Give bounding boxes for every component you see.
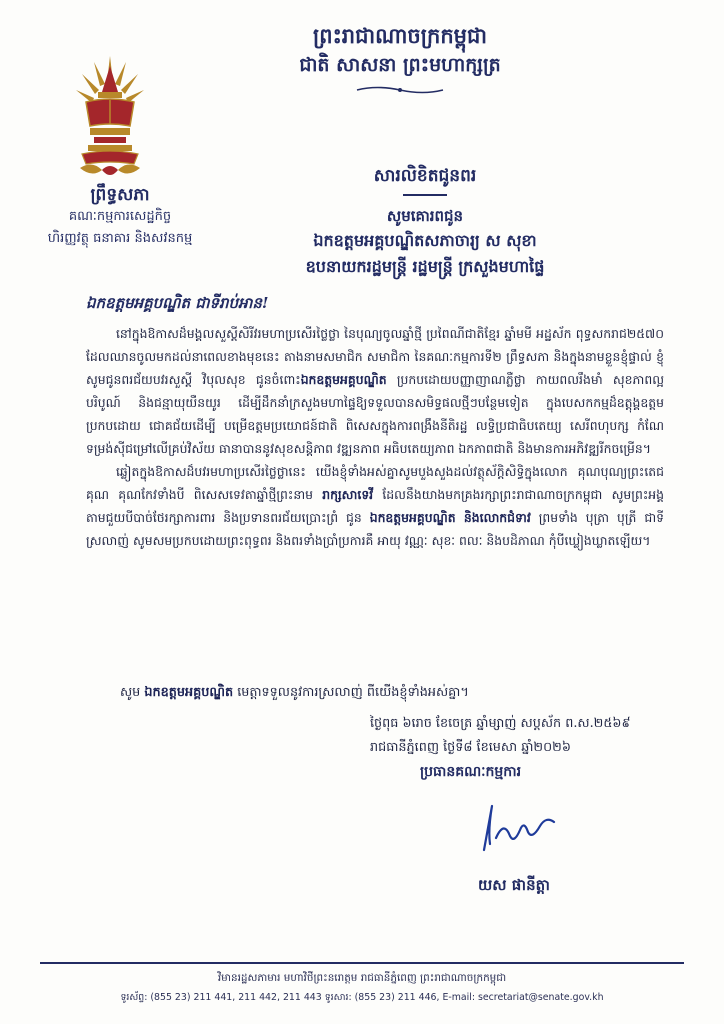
- recipient-position: ឧបនាយករដ្ឋមន្ត្រី រដ្ឋមន្ត្រី ក្រសួងមហាផ្ទៃ: [305, 257, 545, 276]
- paragraph-2-text-a: ឆ្លៀតក្នុងឱកាសដ៏បវរមហាប្រសើរថ្លៃថ្លានេះ យើងខ្ញុំទាំងអស់គ្នាសូមបួងសួងដល់វត្ថុស័ក្តិសិទ្ធិក្នុងលោក គុណបុណ្យព្រះតេជគុណ គុណកែវទាំងបី ពិសេសទេវតាឆ្នាំថ្មីព្រះនាម: [86, 464, 664, 502]
- paragraph-1-text-b: ប្រកបដោយបញ្ញាញាណភ្លឺថ្លា កាយពលរឹងមាំ សុខភាពល្អបរិបូណ៍ និងជន្មាយុយឺនយូរ ដើម្បីដឹកនាំក្រសួងមហាផ្ទៃឱ្យទទួលបានសមិទ្ធផលថ្មីៗបន្ថែមទៀត ក្នុងបេសកកម្មដ៏ឧត្តុង្គឧត្តមប្រកបដោយ ជោគជ័យដើម្បី បម្រើឧត្តមប្រយោជន៍ជាតិ ពិសេសក្នុងការពង្រឹងនីតិរដ្ឋ លទ្ធិប្រជាធិបតេយ្យ សេរីពហុបក្ស កំណែទម្រង់ស៊ីជម្រៅលើគ្រប់វិស័យ ធានាបាននូវសុខសន្តិភាព វឌ្ឍនភាព អធិបតេយ្យភាព ឯកភាពជាតិ និងមានការអភិវឌ្ឍរីកចម្រើន។: [86, 372, 664, 456]
- letter-body: [86, 322, 664, 552]
- closing-honorific: ឯកឧត្តមអគ្គបណ្ឌិត: [144, 685, 234, 700]
- signer-title: ប្រធានគណៈកម្មការ: [420, 764, 522, 780]
- committee-portfolio: ហិរញ្ញវត្ថុ ធនាគារ និងសវនកម្ម: [47, 231, 193, 246]
- signer-name: យស ផានីត្តា: [478, 876, 550, 894]
- new-year-deity-name: រាក្សសាទេវី: [322, 487, 374, 502]
- committee-name: គណៈកម្មការសេដ្ឋកិច្ច: [68, 209, 172, 224]
- paragraph-2-text-b: ដែលនឹងយាងមកគ្រងរក្សាព្រះរាជាណាចក្រកម្ពុជា សូមព្រះអង្គតាមជួយបីបាច់ថែរក្សាការពារ និងប្រទានពរជ័យប្រោះព្រំ ជូន: [86, 487, 664, 525]
- lunar-date: ថ្ងៃពុធ ៦រោច ខែចេត្រ ឆ្នាំម្សាញ់ សប្តស័ក ព.ស.២៥៦៩: [370, 716, 631, 731]
- body-paragraph-2: [86, 460, 664, 552]
- institution-block: [40, 184, 200, 250]
- letter-title: សារលិខិតជូនពរ: [373, 166, 477, 186]
- closing-line: [120, 684, 680, 703]
- title-underline: [403, 194, 447, 196]
- paragraph-1-text-a: នៅក្នុងឱកាសដ៏មង្គលសួស្តីសិរីវរមហាប្រសើរថ្លៃថ្លា នៃបុណ្យចូលឆ្នាំថ្មី ប្រពៃណីជាតិខ្មែរ ឆ្នាំមមី អដ្ឋស័ក ពុទ្ធសករាជ២៥៧០ ដែលឈានចូលមកដល់នាពេលខាងមុខនេះ តាងនាមសមាជិក សមាជិកា នៃគណៈកម្មការទី២ ព្រឹទ្ធសភា និងក្នុងនាមខ្លួនខ្ញុំផ្ទាល់ ខ្ញុំសូមជូនពរជ័យបវរសួស្តី វិបុលសុខ ជូនចំពោះ: [86, 326, 664, 387]
- paragraph-1-honorific: ឯកឧត្តមអគ្គបណ្ឌិត: [300, 372, 387, 387]
- footer-divider: [40, 962, 684, 964]
- recipient-name: ឯកឧត្តមអគ្គបណ្ឌិតសភាចារ្យ ស សុខា: [313, 231, 537, 250]
- national-motto: ជាតិ សាសនា ព្រះមហាក្សត្រ: [299, 54, 501, 76]
- institution-name: ព្រឹទ្ធសភា: [90, 185, 150, 205]
- divider-ornament-icon: [355, 85, 445, 95]
- closing-suffix: មេត្តាទទួលនូវការស្រលាញ់ ពីយើងខ្ញុំទាំងអស់គ្នា។: [233, 685, 469, 700]
- footer-address: វិមានរដ្ឋសភាមារ មហាវិថីព្រះនរោត្តម រាជធានីភ្នំពេញ ព្រះរាជាណាចក្រកម្ពុជា: [217, 972, 507, 984]
- kingdom-header: [220, 22, 580, 99]
- salutation: ឯកឧត្តមអគ្គបណ្ឌិត ជាទីរាប់អាន!: [86, 294, 269, 312]
- body-paragraph-1: [86, 322, 664, 460]
- paragraph-2-honorific: ឯកឧត្តមអគ្គបណ្ឌិត និងលោកជំទាវ: [369, 510, 531, 525]
- kingdom-name: ព្រះរាជាណាចក្រកម្ពុជា: [312, 23, 487, 48]
- footer: [40, 968, 684, 1008]
- letter-heading: [230, 164, 620, 280]
- paragraph-2-text-c: ព្រមទាំង បុត្រា បុត្រី ជាទីស្រលាញ់ សូមសមប្រកបដោយព្រះពុទ្ធពរ និងពរទាំងប្រាំប្រការគឺ អាយុ វណ្ណៈ សុខៈ ពលៈ និងបដិភាណ កុំបីឃ្លៀងឃ្លាតឡើយ។: [86, 510, 665, 548]
- footer-contact: ទូរស័ព្ទ: (855 23) 211 441, 211 442, 211 443 ទូរសារ: (855 23) 211 446, E-mail: secretariat@senate.gov.kh: [120, 992, 604, 1003]
- addressee-label: សូមគោរពជូន: [386, 207, 464, 225]
- handwritten-signature: [470, 800, 560, 856]
- senate-emblem-icon: [72, 52, 148, 182]
- solar-date: រាជធានីភ្នំពេញ ថ្ងៃទី៨ ខែមេសា ឆ្នាំ២០២៦: [370, 740, 571, 755]
- date-block: [370, 712, 690, 760]
- closing-prefix: សូម: [120, 685, 145, 700]
